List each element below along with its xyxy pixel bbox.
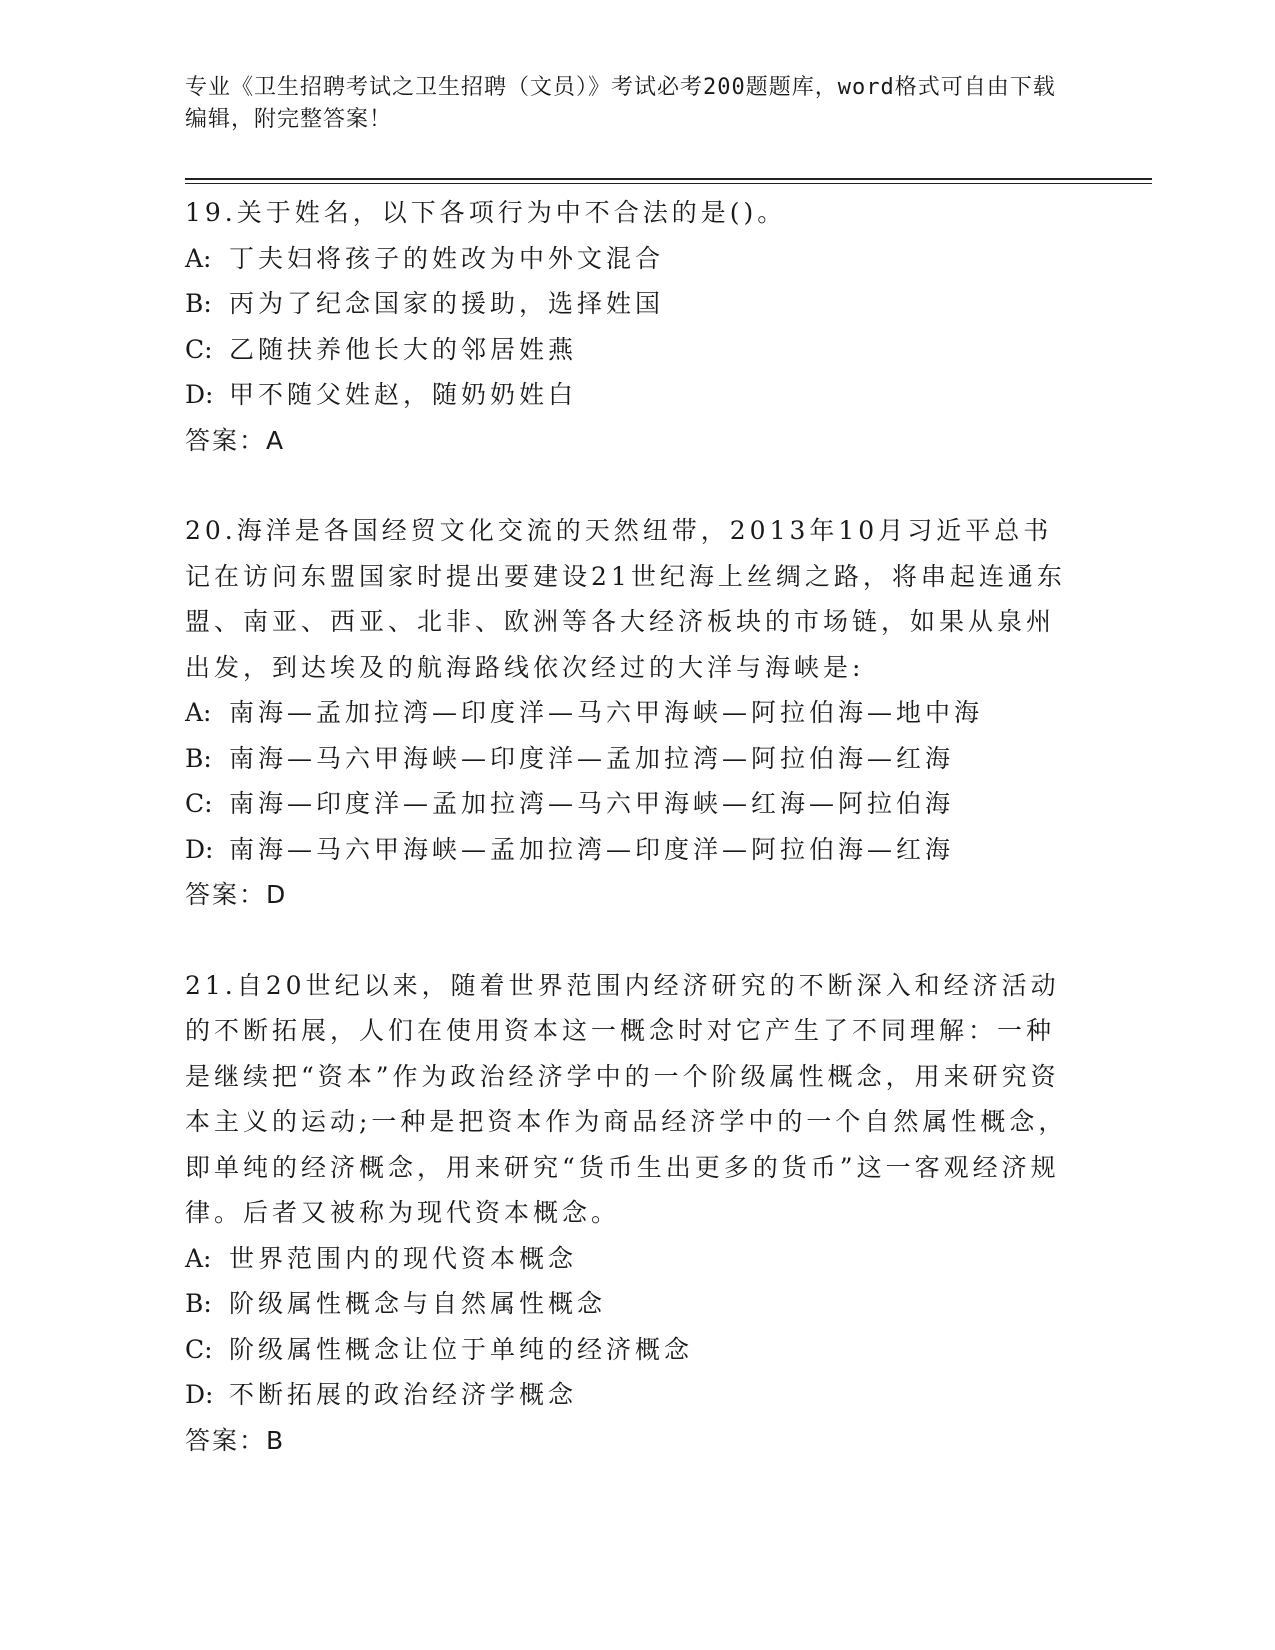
option-letter: A: [185,698,212,727]
question-20 [185,508,1075,918]
option-text: 不断拓展的政治经济学概念 [229,1380,578,1409]
option-text: 南海—马六甲海峡—孟加拉湾—印度洋—阿拉伯海—红海 [229,834,955,864]
option-text: 乙随扶养他长大的邻居姓燕 [229,334,578,364]
option-d [185,372,1075,418]
option-text: 阶级属性概念与自然属性概念 [229,1289,607,1318]
option-letter: C: [185,1334,213,1364]
option-d [185,827,1075,873]
question-stem: 20.海洋是各国经贸文化交流的天然纽带，2013年10月习近平总书记在访问东盟国家时提出要建设21世纪海上丝绸之路，将串起连通东盟、南亚、西亚、北非、欧洲等各大经济板块的市场链，如果从泉州出发，到达埃及的航海路线依次经过的大洋与海峡是: [185,516,1066,682]
option-text: 世界范围内的现代资本概念 [229,1243,578,1273]
option-d [185,1372,1075,1418]
option-text: 南海—孟加拉湾—印度洋—马六甲海峡—阿拉伯海—地中海 [229,698,984,727]
option-letter: D: [185,1380,214,1409]
question-list [185,190,1075,1463]
option-text: 甲不随父姓赵，随奶奶姓白 [229,380,578,409]
question-21 [185,963,1075,1464]
option-a [185,236,1075,282]
option-text: 丁夫妇将孩子的姓改为中外文混合 [229,243,665,273]
option-letter: C: [185,334,213,364]
question-stem: 19.关于姓名，以下各项行为中不合法的是()。 [185,198,787,227]
option-letter: C: [185,789,213,818]
option-letter: D: [185,834,214,864]
option-a [185,690,1075,736]
option-letter: A: [185,243,212,273]
option-c [185,327,1075,373]
question-19 [185,190,1075,463]
option-text: 南海—印度洋—孟加拉湾—马六甲海峡—红海—阿拉伯海 [229,789,955,818]
question-spacer [185,918,1075,963]
answer-line: 答案：B [185,1425,286,1455]
option-text: 阶级属性概念让位于单纯的经济概念 [229,1334,694,1364]
option-letter: B: [185,289,212,318]
option-text: 南海—马六甲海峡—印度洋—孟加拉湾—阿拉伯海—红海 [229,743,955,773]
question-spacer [185,463,1075,508]
header-divider-thin [185,183,1152,184]
header-divider-thick [185,178,1152,180]
option-b [185,281,1075,327]
option-a [185,1236,1075,1282]
question-stem: 21.自20世纪以来，随着世界范围内经济研究的不断深入和经济活动的不断拓展，人们在使用资本这一概念时对它产生了不同理解：一种是继续把“资本”作为政治经济学中的一个阶级属性概念，用来研究资本主义的运动;一种是把资本作为商品经济学中的一个自然属性概念，即单纯的经济概念，用来研究“货币生出更多的货币”这一客观经济规律。后者又被称为现代资本概念。 [185,970,1068,1227]
document-header: 专业《卫生招聘考试之卫生招聘（文员）》考试必考200题题库，word格式可自由下载编辑，附完整答案！ [185,75,1056,132]
option-text: 丙为了纪念国家的援助，选择姓国 [229,289,665,318]
option-b [185,1281,1075,1327]
option-letter: B: [185,743,212,773]
option-letter: D: [185,380,214,409]
option-c [185,781,1075,827]
option-letter: B: [185,1289,212,1318]
option-letter: A: [185,1243,212,1273]
option-b [185,736,1075,782]
answer-line: 答案：D [185,880,288,909]
option-c [185,1327,1075,1373]
answer-line: 答案：A [185,425,286,455]
